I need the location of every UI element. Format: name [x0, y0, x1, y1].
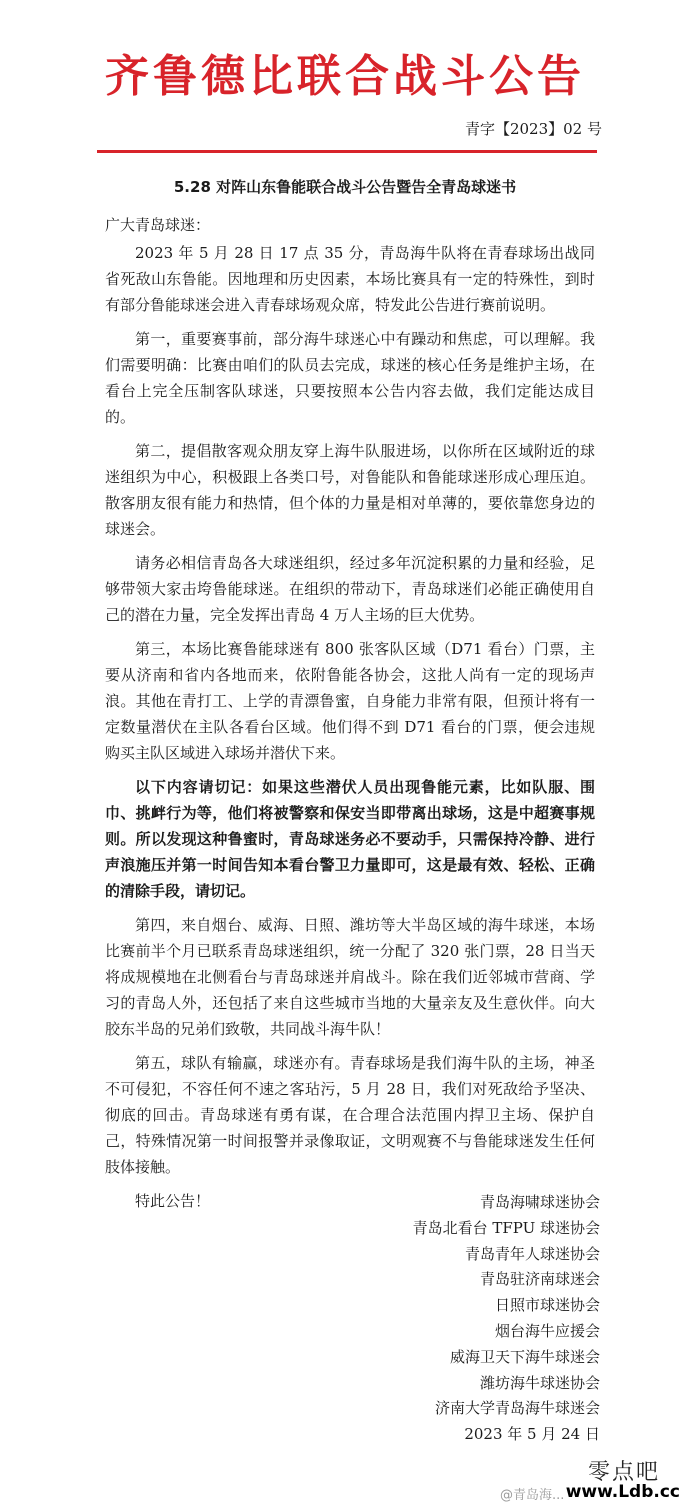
paragraph-trust: 请务必相信青岛各大球迷组织，经过多年沉淀积累的力量和经验，足够带领大家击垮鲁能球迷。在组织的带动下，青岛球迷们必能正确使用自己的潜在力量，完全发挥出青岛 4 万人主场的巨大优势。: [105, 554, 595, 624]
site-url-watermark[interactable]: www.Ldb.cc: [565, 1482, 680, 1502]
announcement-body: [105, 212, 595, 1222]
weibo-watermark: @青岛海...: [500, 1488, 565, 1503]
signatory: 青岛青年人球迷协会: [464, 1244, 600, 1263]
signatories: [413, 1190, 600, 1448]
signatory: 青岛驻济南球迷会: [479, 1270, 600, 1289]
paragraph-third: 第三，本场比赛鲁能球迷有 800 张客队区域（D71 看台）门票，主要从济南和省内各地而来，依附鲁能各协会，这批人尚有一定的现场声浪。其他在青打工、上学的青漂鲁蜜，自身能力非常有限，但预计将有一定数量潜伏在主队各看台区域。他们得不到 D71 看台的门票，便会违规购买主队区域进入球场并潜伏下来。: [105, 640, 595, 762]
paragraph-fourth: 第四，来自烟台、威海、日照、潍坊等大半岛区域的海牛球迷，本场比赛前半个月已联系青岛球迷组织，统一分配了 320 张门票，28 日当天将成规模地在北侧看台与青岛球迷并肩战斗。除在我们近邻城市营商、学习的青岛人外，还包括了来自这些城市当地的大量亲友及生意伙伴。向大胶东半岛的兄弟们致敬，共同战斗海牛队！: [105, 916, 595, 1038]
red-divider: [97, 150, 597, 153]
signatory: 潍坊海牛球迷协会: [479, 1373, 600, 1392]
announcement-subtitle: 5.28 对阵山东鲁能联合战斗公告暨告全青岛球迷书: [173, 178, 517, 196]
signatory: 威海卫天下海牛球迷会: [449, 1347, 600, 1366]
paragraph-first: 第一，重要赛事前，部分海牛球迷心中有躁动和焦虑，可以理解。我们需要明确：比赛由咱们的队员去完成，球迷的核心任务是维护主场，在看台上完全压制客队球迷，只要按照本公告内容去做，我们定能达成目的。: [105, 330, 595, 426]
signatory: 青岛北看台 TFPU 球迷协会: [412, 1218, 600, 1237]
signatory: 济南大学青岛海牛球迷会: [434, 1399, 600, 1418]
paragraph-fifth: 第五，球队有输赢，球迷亦有。青春球场是我们海牛队的主场，神圣不可侵犯，不容任何不速之客玷污，5 月 28 日，我们对死敌给予坚决、彻底的回击。青岛球迷有勇有谋，在合理合法范围内捍卫主场、保护自己，特殊情况第一时间报警并录像取证，文明观赛不与鲁能球迷发生任何肢体接触。: [105, 1054, 595, 1176]
paragraph-closing: 特此公告！: [135, 1192, 211, 1210]
document-number: 青字【2023】02 号: [464, 120, 602, 138]
paragraph-second: 第二，提倡散客观众朋友穿上海牛队服进场，以你所在区域附近的球迷组织为中心，积极跟上各类口号，对鲁能队和鲁能球迷形成心理压迫。散客朋友很有能力和热情，但个体的力量是相对单薄的，要依靠您身边的球迷会。: [105, 442, 595, 538]
site-logo-watermark: 零点吧: [587, 1460, 660, 1485]
announcement-title: 齐鲁德比联合战斗公告: [105, 51, 585, 102]
salutation: 广大青岛球迷：: [105, 216, 211, 234]
paragraph-intro: 2023 年 5 月 28 日 17 点 35 分，青岛海牛队将在青春球场出战同省死敌山东鲁能。因地理和历史因素，本场比赛具有一定的特殊性，到时有部分鲁能球迷会进入青春球场观众席，特发此公告进行赛前说明。: [105, 244, 595, 314]
announcement-date: 2023 年 5 月 24 日: [464, 1425, 600, 1444]
signatory: 烟台海牛应援会: [494, 1321, 600, 1340]
paragraph-remember: 以下内容请切记：如果这些潜伏人员出现鲁能元素，比如队服、围巾、挑衅行为等，他们将被警察和保安当即带离出球场，这是中超赛事规则。所以发现这种鲁蜜时，青岛球迷务必不要动手，只需保持冷静、进行声浪施压并第一时间告知本看台警卫力量即可，这是最有效、轻松、正确的清除手段，请切记。: [105, 778, 595, 900]
signatory: 日照市球迷协会: [494, 1296, 600, 1315]
signatory: 青岛海啸球迷协会: [479, 1193, 600, 1211]
